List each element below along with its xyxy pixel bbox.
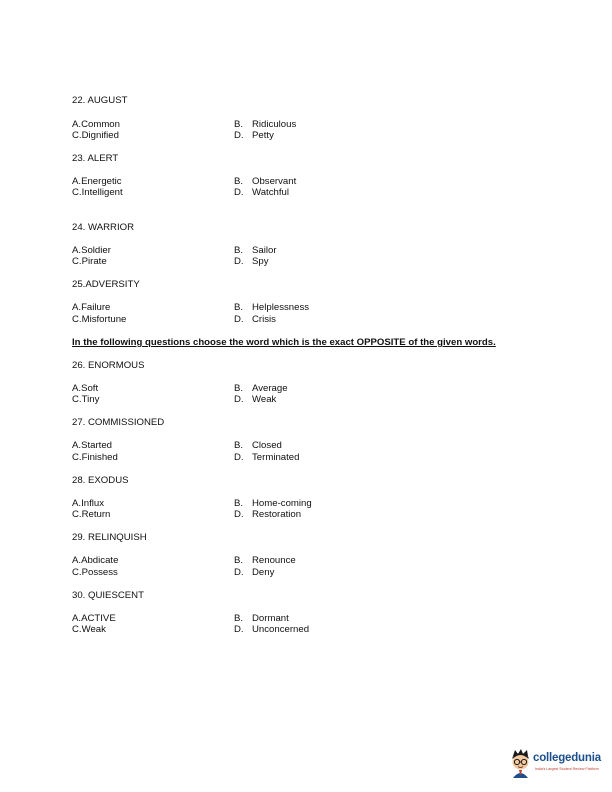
option-b: B. Home-coming [234,498,312,509]
option-d: D. Weak [234,394,277,405]
option-b: B. Average [234,383,288,394]
option-a: A.Abdicate [72,555,119,566]
question-title: 29. RELINQUISH [72,532,147,543]
option-b: B. Sailor [234,245,277,256]
question-title: 23. ALERT [72,153,119,164]
option-b: B. Observant [234,176,297,187]
option-b: B. Closed [234,440,282,451]
option-a: A.Soldier [72,245,111,256]
section-instruction: In the following questions choose the word which is the exact OPPOSITE of the given words. [72,337,496,348]
option-c: C.Pirate [72,256,107,267]
question-title: 30. QUIESCENT [72,590,144,601]
option-d: D. Spy [234,256,269,267]
question-title: 25.ADVERSITY [72,279,140,290]
question-title: 26. ENORMOUS [72,360,145,371]
option-c: C.Dignified [72,130,119,141]
question-title: 24. WARRIOR [72,222,135,233]
option-d: D. Unconcerned [234,624,310,635]
option-c: C.Tiny [72,394,100,405]
mascot-icon [508,748,534,780]
logo-tagline: India's Largest Student Review Platform [535,767,599,771]
option-b: B. Ridiculous [234,119,297,130]
question-title: 22. AUGUST [72,95,128,106]
option-d: D. Petty [234,130,274,141]
logo-brand-text: collegedunia [533,752,601,764]
option-c: C.Return [72,509,111,520]
option-d: D. Crisis [234,314,276,325]
option-d: D. Terminated [234,452,300,463]
option-a: A.Common [72,119,120,130]
option-b: B. Dormant [234,613,289,624]
option-a: A.Soft [72,383,99,394]
option-a: A.ACTIVE [72,613,116,624]
collegedunia-logo [508,748,608,782]
option-c: C.Weak [72,624,106,635]
option-d: D. Watchful [234,187,289,198]
option-c: C.Possess [72,567,118,578]
question-title: 27. COMMISSIONED [72,417,165,428]
option-c: C.Misfortune [72,314,127,325]
option-a: A.Failure [72,302,111,313]
option-a: A.Started [72,440,112,451]
question-title: 28. EXODUS [72,475,129,486]
option-a: A.Energetic [72,176,122,187]
option-b: B. Helplessness [234,302,310,313]
option-c: C.Finished [72,452,118,463]
option-d: D. Restoration [234,509,302,520]
option-a: A.Influx [72,498,104,509]
option-c: C.Intelligent [72,187,123,198]
option-b: B. Renounce [234,555,296,566]
option-d: D. Deny [234,567,275,578]
